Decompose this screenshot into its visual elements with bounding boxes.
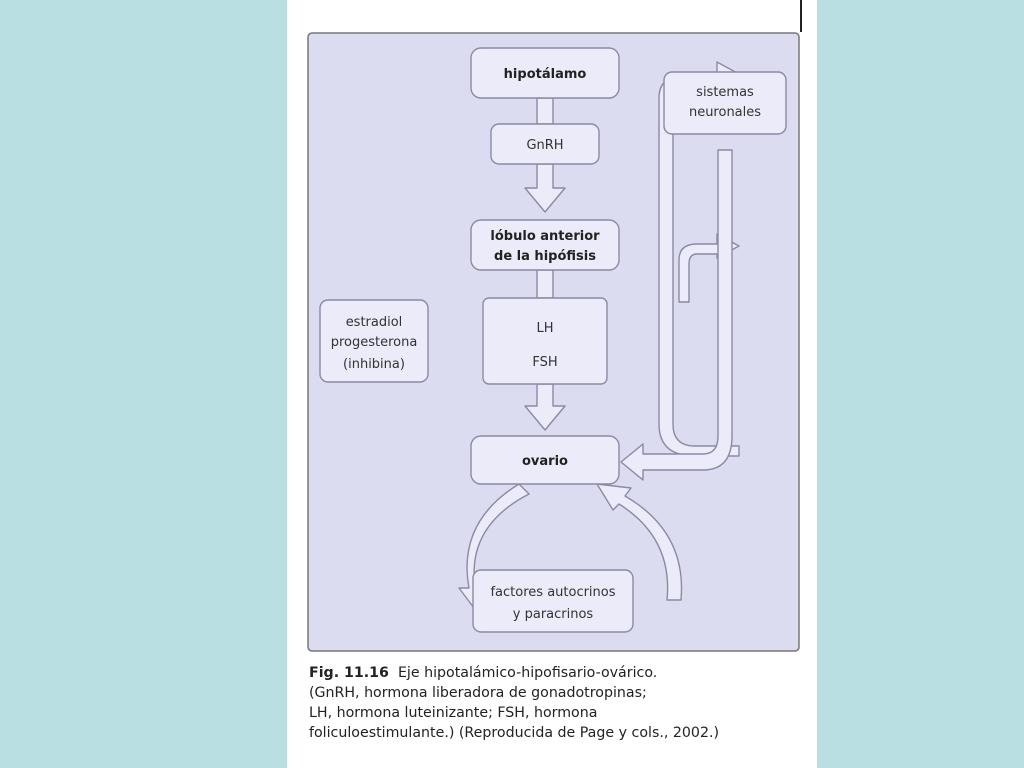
hormone-axis-diagram — [307, 32, 800, 652]
figure-caption — [309, 663, 809, 743]
textbook-page — [287, 0, 817, 768]
caption-line-2: (GnRH, hormona liberadora de gonadotropinas; — [309, 685, 647, 701]
node-lobulo-label-line1: lóbulo anterior — [490, 229, 600, 244]
node-ovario-label: ovario — [522, 454, 568, 469]
node-lhfsh-box — [483, 298, 607, 384]
node-estradiol-label-line2: progesterona — [330, 335, 418, 350]
arrow-hipotalamo-gnrh — [537, 98, 553, 124]
figure-number: Fig. 11.16 — [309, 665, 389, 681]
arrow-lobulo-lhfsh — [537, 270, 553, 298]
node-factores-label-line1: factores autocrinos — [490, 585, 616, 600]
node-estradiol-label-line3: (inhibina) — [343, 357, 405, 372]
node-lh-label: LH — [536, 321, 554, 336]
node-gnrh-label: GnRH — [526, 138, 564, 153]
caption-line-4: foliculoestimulante.) (Reproducida de Page y cols., 2002.) — [309, 725, 720, 741]
node-factores-label-line2: y paracrinos — [512, 607, 594, 622]
node-estradiol-label-line1: estradiol — [345, 315, 403, 330]
caption-line-3: LH, hormona luteinizante; FSH, hormona — [309, 705, 598, 721]
node-factores-box — [473, 570, 633, 632]
caption-title: Eje hipotalámico-hipofisario-ovárico. — [397, 665, 658, 681]
node-hipotalamo-label: hipotálamo — [503, 67, 587, 82]
node-fsh-label: FSH — [532, 355, 558, 370]
page-edge-line — [800, 0, 802, 32]
node-sistemas-label-line1: sistemas — [696, 85, 754, 100]
node-lobulo-label-line2: de la hipófisis — [494, 249, 596, 264]
node-sistemas-box — [664, 72, 786, 134]
node-sistemas-label-line2: neuronales — [688, 105, 762, 120]
caption-line-1 — [309, 663, 809, 683]
